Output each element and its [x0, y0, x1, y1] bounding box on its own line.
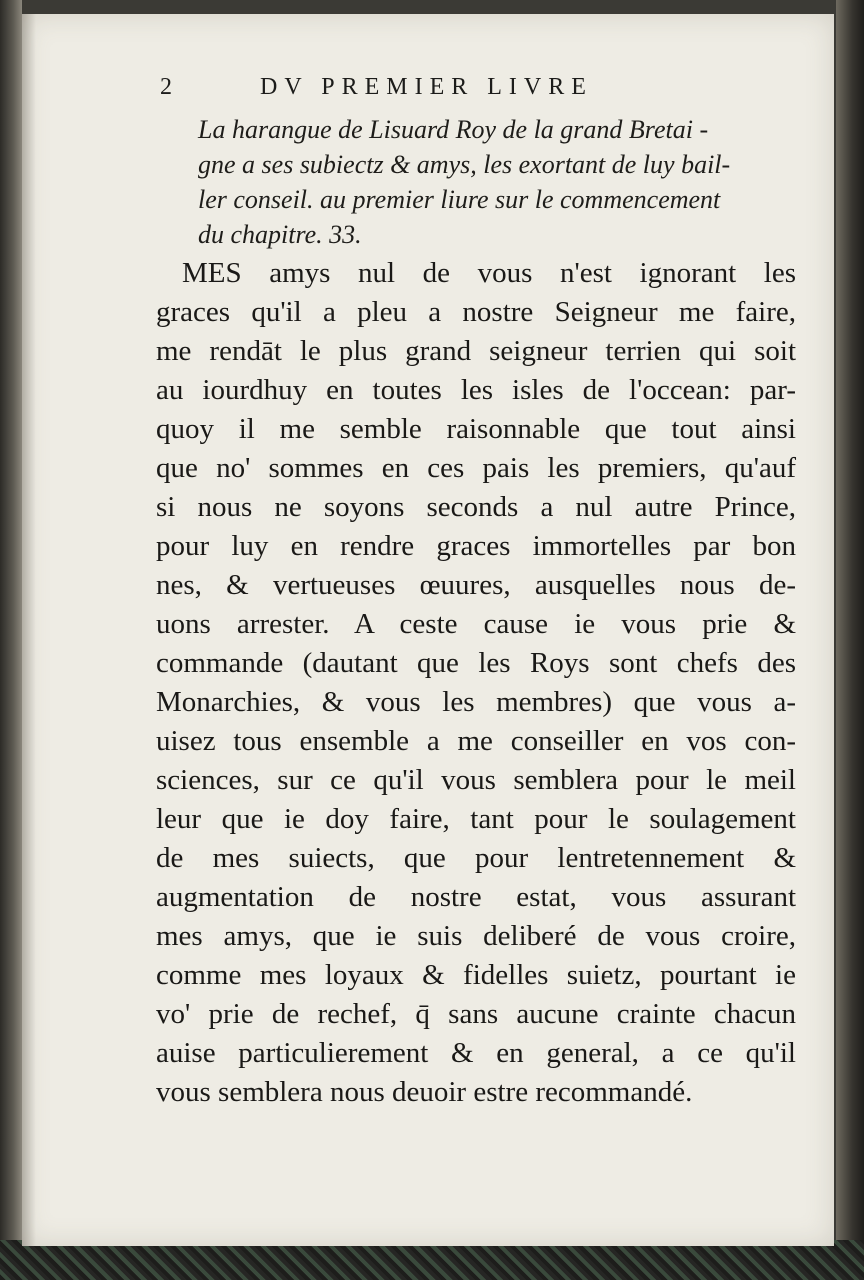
book-page	[22, 14, 834, 1246]
body-line: me rendāt le plus grand seigneur terrien qui soit	[156, 335, 796, 367]
body-line: vous semblera nous deuoir estre recommandé.	[156, 1076, 693, 1108]
heading-line: gne a ses subiectz & amys, les exortant de luy bail-	[198, 150, 731, 179]
body-line: auise particulierement & en general, a ce qu'il	[156, 1037, 796, 1069]
book-binding-left	[0, 0, 22, 1280]
body-line: graces qu'il a pleu a nostre Seigneur me faire,	[156, 296, 796, 328]
page-number: 2	[160, 74, 178, 100]
body-line: au iourdhuy en toutes les isles de l'occean: par-	[156, 374, 796, 406]
heading-line: La harangue de Lisuard Roy de la grand Bretai -	[198, 115, 709, 144]
body-line: uisez tous ensemble a me conseiller en vos con-	[156, 725, 796, 757]
body-line: MES amys nul de vous n'est ignorant les	[182, 257, 796, 289]
book-cover-edge	[0, 1240, 864, 1280]
body-line: leur que ie doy faire, tant pour le soulagement	[156, 803, 796, 835]
book-binding-right	[836, 0, 864, 1280]
body-line: comme mes loyaux & fidelles suietz, pourtant ie	[156, 959, 796, 991]
body-line: nes, & vertueuses œuures, ausquelles nous de-	[156, 569, 796, 601]
body-line: vo' prie de rechef, q̄ sans aucune crainte chacun	[156, 998, 796, 1030]
body-line: que no' sommes en ces pais les premiers, qu'auf	[156, 452, 796, 484]
body-line: de mes suiects, que pour lentretennement &	[156, 842, 796, 874]
body-line: commande (dautant que les Roys sont chefs des	[156, 647, 796, 679]
body-line: Monarchies, & vous les membres) que vous a-	[156, 686, 796, 718]
body-line: uons arrester. A ceste cause ie vous prie &	[156, 608, 796, 640]
body-text	[156, 254, 796, 1112]
heading-line: ler conseil. au premier liure sur le commencement	[198, 185, 721, 214]
heading-line: du chapitre. 33.	[198, 220, 362, 249]
body-line: augmentation de nostre estat, vous assurant	[156, 881, 796, 913]
body-line: mes amys, que ie suis deliberé de vous croire,	[156, 920, 796, 952]
body-line: si nous ne soyons seconds a nul autre Prince,	[156, 491, 796, 523]
running-head-title: DV PREMIER LIVRE	[260, 74, 593, 100]
page-gutter-shadow	[22, 14, 36, 1246]
chapter-heading	[198, 112, 798, 252]
body-line: pour luy en rendre graces immortelles par bon	[156, 530, 796, 562]
body-line: quoy il me semble raisonnable que tout ainsi	[156, 413, 796, 445]
body-line: sciences, sur ce qu'il vous semblera pour le meil	[156, 764, 796, 796]
